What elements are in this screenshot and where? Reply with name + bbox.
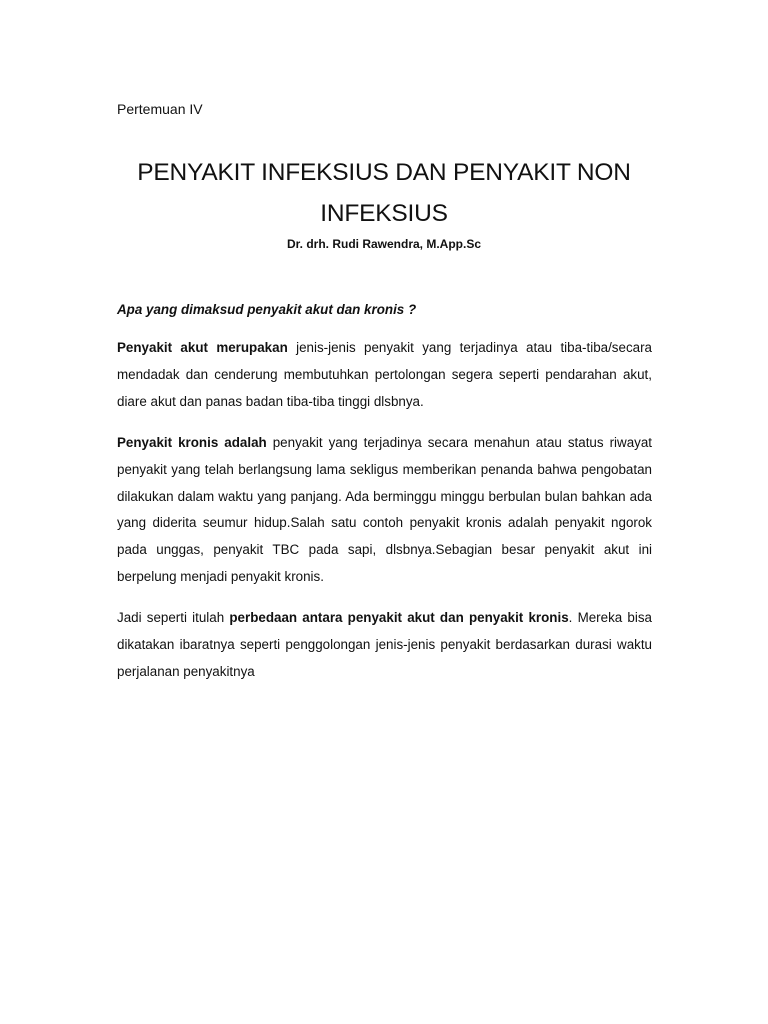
paragraph-kronis-text: penyakit yang terjadinya secara menahun atau status riwayat penyakit yang telah berlangsung lama sekligus memberikan penanda bahwa pengobatan dilakukan dalam waktu yang panjang. Ada berminggu minggu berbulan bulan bahkan ada yang diderita seumur hidup.Salah satu contoh penyakit kronis adalah penyakit ngorok pada unggas, penyakit TBC pada sapi, dlsbnya.Sebagian besar penyakit akut ini berpelung menjadi penyakit kronis. bbox=[117, 435, 652, 584]
paragraph-akut-text: jenis-jenis penyakit yang terjadinya atau tiba-tiba/secara mendadak dan cenderung membutuhkan pertolongan segera seperti pendarahan akut, diare akut dan panas badan tiba-tiba tinggi dlsbnya. bbox=[117, 340, 652, 409]
document-title: PENYAKIT INFEKSIUS DAN PENYAKIT NON INFEKSIUS bbox=[137, 159, 631, 227]
paragraph-akut bbox=[117, 335, 652, 415]
paragraph-conclusion bbox=[117, 605, 652, 685]
meeting-label: Pertemuan IV bbox=[117, 101, 203, 117]
paragraph-conclusion-text-after: . Mereka bisa dikatakan ibaratnya seperti penggolongan jenis-jenis penyakit berdasarkan durasi waktu perjalanan penyakitnya bbox=[117, 610, 652, 679]
section-question: Apa yang dimaksud penyakit akut dan kronis ? bbox=[117, 302, 417, 317]
paragraph-kronis-bold: Penyakit kronis adalah bbox=[117, 435, 267, 450]
paragraph-conclusion-text-before: Jadi seperti itulah bbox=[117, 610, 230, 625]
paragraph-akut-bold: Penyakit akut merupakan bbox=[117, 340, 288, 355]
author-line: Dr. drh. Rudi Rawendra, M.App.Sc bbox=[286, 237, 482, 251]
paragraph-conclusion-bold: perbedaan antara penyakit akut dan penyakit kronis bbox=[229, 610, 569, 625]
paragraph-kronis bbox=[117, 430, 652, 591]
